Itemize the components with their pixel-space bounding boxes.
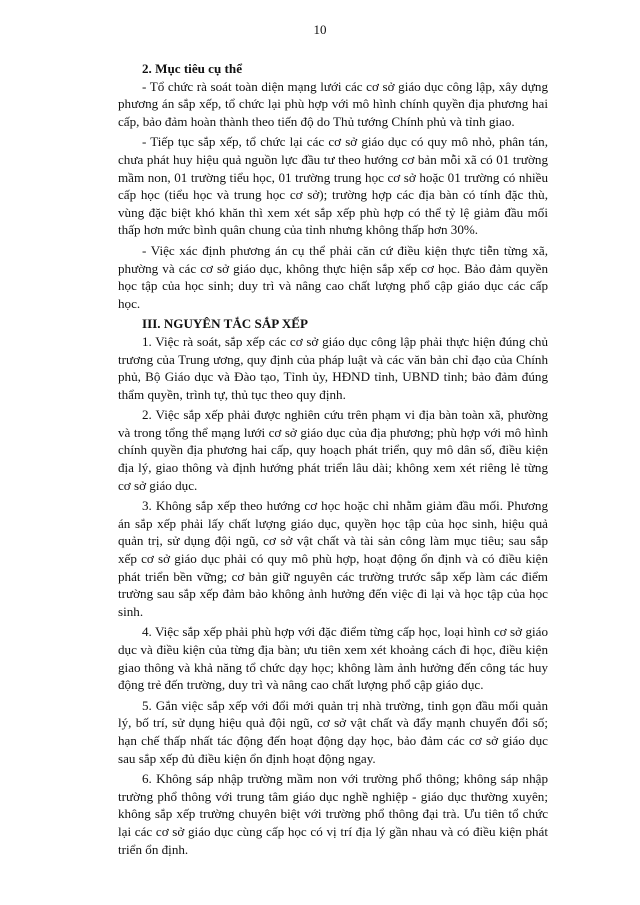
- document-body: [118, 60, 548, 858]
- principle-3: 3. Không sắp xếp theo hướng cơ học hoặc chỉ nhằm giảm đầu mối. Phương án sắp xếp phải lấy chất lượng giáo dục, quyền học tập của học sinh, hiệu quả quản trị, sử dụng đội ngũ, cơ sở vật chất và tài sản công làm mục tiêu; sau sắp xếp cơ sở giáo dục phải có quy mô phù hợp, hoạt động ổn định và có điều kiện phát triển bền vững; cơ bản giữ nguyên các trường trước sắp xếp làm các điểm trường sau sắp xếp đảm bảo không ảnh hưởng đến việc đi lại và học tập của học sinh.: [118, 498, 548, 619]
- section-2-paragraph-1: - Tổ chức rà soát toàn diện mạng lưới các cơ sở giáo dục công lập, xây dựng phương án sắp xếp, tổ chức lại phù hợp với mô hình chính quyền địa phương hai cấp, bảo đảm hoàn thành theo tiến độ do Thủ tướng Chính phủ và tỉnh giao.: [118, 78, 548, 129]
- page-number: 10: [313, 22, 327, 37]
- section-2-paragraph-2: - Tiếp tục sắp xếp, tổ chức lại các cơ sở giáo dục có quy mô nhỏ, phân tán, chưa phát huy hiệu quả nguồn lực đầu tư theo hướng cơ bản mỗi xã có 01 trường mầm non, 01 trường tiểu học, 01 trường trung học cơ sở hoặc 01 trường có nhiều cấp học (tiểu học và trung học cơ sở); trường hợp các địa bàn có tính đặc thù, vùng đặc biệt khó khăn thì xem xét sắp xếp phù hợp có thể tỷ lệ giảm đầu mối thấp hơn mức bình quân chung của tỉnh nhưng không thấp hơn 30%.: [118, 134, 548, 238]
- principle-6: 6. Không sáp nhập trường mầm non với trường phổ thông; không sáp nhập trường phổ thông với trung tâm giáo dục nghề nghiệp - giáo dục thường xuyên; không sắp xếp trường chuyên biệt với trường phổ thông đại trà. Ưu tiên tổ chức lại các cơ sở giáo dục cùng cấp học có vị trí địa lý gần nhau và có điều kiện phát triển ổn định.: [118, 771, 548, 857]
- principle-4: 4. Việc sắp xếp phải phù hợp với đặc điểm từng cấp học, loại hình cơ sở giáo dục và điều kiện của từng địa bàn; ưu tiên xem xét khoảng cách đi học, điều kiện giao thông và khả năng tổ chức dạy học; không làm ảnh hưởng đến công tác huy động trẻ đến trường, duy trì và nâng cao chất lượng phổ cập giáo dục.: [118, 624, 548, 693]
- principle-5: 5. Gắn việc sắp xếp với đổi mới quản trị nhà trường, tinh gọn đầu mối quản lý, bố trí, sử dụng hiệu quả đội ngũ, cơ sở vật chất và đẩy mạnh chuyển đổi số; hạn chế thấp nhất tác động đến hoạt động dạy học, bảo đảm các cơ sở giáo dục sau sắp xếp đủ điều kiện ổn định hoạt động ngay.: [118, 697, 548, 766]
- section-3-heading: III. NGUYÊN TẮC SẮP XẾP: [142, 316, 309, 332]
- section-2-heading: 2. Mục tiêu cụ thể: [142, 61, 243, 76]
- section-2-paragraph-3: - Việc xác định phương án cụ thể phải căn cứ điều kiện thực tiễn từng xã, phường và các cơ sở giáo dục, không thực hiện sắp xếp cơ học. Bảo đảm quyền học tập của học sinh; duy trì và nâng cao chất lượng phổ cập giáo dục các cấp học.: [118, 242, 548, 311]
- principle-1: 1. Việc rà soát, sắp xếp các cơ sở giáo dục công lập phải thực hiện đúng chủ trương của Trung ương, quy định của pháp luật và các văn bản chỉ đạo của Chính phủ, Bộ Giáo dục và Đào tạo, Tỉnh ủy, HĐND tỉnh, UBND tỉnh; bảo đảm đúng thẩm quyền, trình tự, thủ tục theo quy định.: [118, 333, 548, 402]
- principle-2: 2. Việc sắp xếp phải được nghiên cứu trên phạm vi địa bàn toàn xã, phường và trong tổng thể mạng lưới cơ sở giáo dục của địa phương; phù hợp với mô hình chính quyền địa phương hai cấp, quy hoạch phát triển, quy mô dân số, điều kiện địa lý, giao thông và định hướng phát triển lâu dài; không xem xét riêng lẻ từng cơ sở giáo dục.: [118, 407, 548, 493]
